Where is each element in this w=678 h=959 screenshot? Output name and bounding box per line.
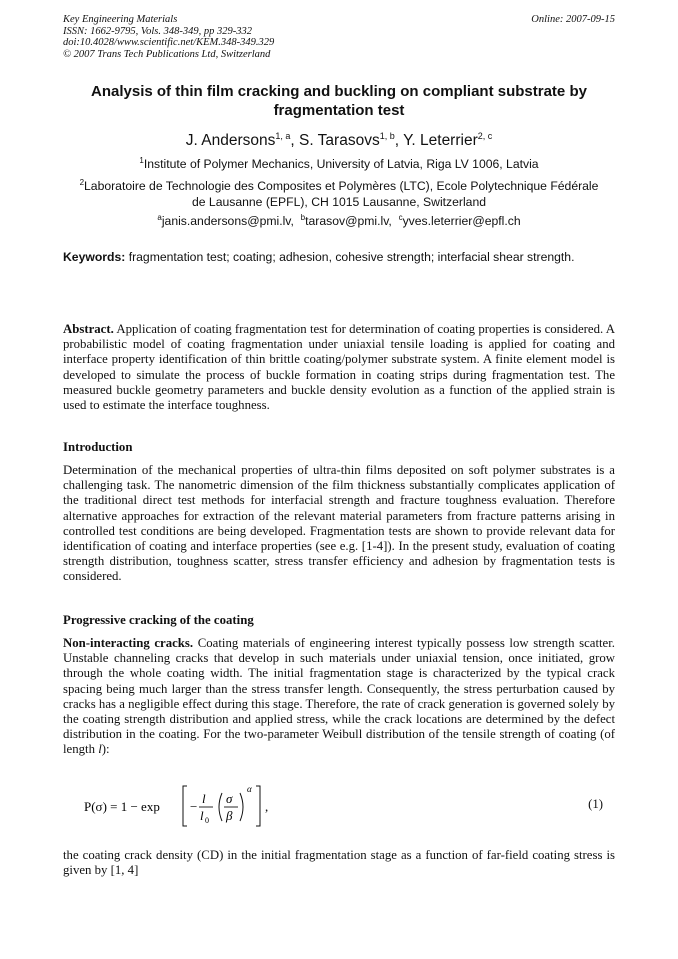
affiliation-text: de Lausanne (EPFL), CH 1015 Lausanne, Switzerland <box>191 194 487 209</box>
affiliation-1 <box>63 157 615 173</box>
right-paren <box>240 793 243 821</box>
beta-symbol: β <box>226 808 233 823</box>
weibull-equation <box>80 778 380 834</box>
journal-header <box>63 14 615 60</box>
email-address[interactable]: tarasov@pmi.lv <box>305 214 389 228</box>
journal-copyright: © 2007 Trans Tech Publications Ltd, Switzerland <box>63 48 271 60</box>
abstract <box>63 322 615 413</box>
author-name: J. Andersons <box>185 132 276 149</box>
non-interacting-cracks-label: Non-interacting cracks. <box>63 636 194 650</box>
affiliation-2 <box>63 179 615 210</box>
author-separator: , <box>394 132 404 149</box>
affiliation-text: Laboratoire de Technologie des Composites et Polymères (LTC), Ecole Polytechnique Fédérale <box>84 179 599 193</box>
affiliation-text: Institute of Polymer Mechanics, University of Latvia, Riga LV 1006, Latvia <box>143 157 539 171</box>
keywords <box>63 250 615 265</box>
subscript-zero: 0 <box>205 816 209 825</box>
left-bracket <box>183 786 187 826</box>
numerator-l: l <box>202 791 206 806</box>
author-list <box>63 131 615 151</box>
email-mark: c <box>398 212 403 222</box>
email-mark: b <box>300 212 306 222</box>
email-mark: a <box>157 212 162 222</box>
equation-number: (1) <box>588 797 603 811</box>
paragraph-text: Coating materials of engineering interest typically possess low strength scatter. Unstable channeling cracks that develop in such materials under uniaxial tension, once initiated, grow through the whole coating width. The initial fragmentation stage is characterized by the typical crack spacing being much larger than the stress transfer length. Consequently, the stress perturbation caused by cracks has a negligible effect during this stage. Therefore, the rate of crack generation is governed solely by the coating strength distribution and applied stress, while the crack locations are determined by the defect distribution in the coating. For the two-parameter Weibull distribution of the tensile strength of coating (of length <box>63 636 615 757</box>
sigma-symbol: σ <box>226 791 233 806</box>
paper-title: Analysis of thin film cracking and buckling on compliant substrate by fragmentation test <box>91 83 587 119</box>
author-name: Y. Leterrier <box>403 132 478 149</box>
email-address[interactable]: yves.leterrier@epfl.ch <box>402 214 521 228</box>
abstract-text: Application of coating fragmentation test for determination of coating properties is considered. A probabilistic model of coating fragmentation under uniaxial tensile loading is applied for coating and interface property identification of thin brittle coating/polymer substrate system. A finite element model is developed to simulate the process of buckle formation in coating strips during fragmentation test. The measured buckle geometry parameters and buckle density evolution as a function of the applied strain is used to estimate the interface toughness. <box>63 322 615 413</box>
author-separator: , <box>290 132 299 149</box>
closing-paragraph: the coating crack density (CD) in the initial fragmentation stage as a function of far-field coating stress is given by [1, 4] <box>63 848 615 878</box>
right-bracket <box>256 786 260 826</box>
denominator-l: l <box>200 808 204 823</box>
email-address[interactable]: janis.andersons@pmi.lv <box>161 214 291 228</box>
journal-issn: ISSN: 1662-9795, Vols. 348-349, pp 329-332 <box>63 25 252 37</box>
author-affiliation-mark: 2, c <box>477 130 493 141</box>
progressive-cracking-heading: Progressive cracking of the coating <box>63 613 254 627</box>
keywords-label: Keywords: <box>63 250 126 264</box>
author-name: S. Tarasovs <box>299 132 380 149</box>
affiliation-mark: 1 <box>139 155 144 165</box>
author-affiliation-mark: 1, b <box>379 130 395 141</box>
introduction-heading: Introduction <box>63 440 133 454</box>
journal-name: Key Engineering Materials <box>63 14 178 25</box>
non-interacting-cracks-paragraph <box>63 636 615 758</box>
minus-sign: − <box>190 799 198 814</box>
length-symbol: l <box>98 742 102 757</box>
equation-1 <box>80 778 615 834</box>
online-date: Online: 2007-09-15 <box>531 14 615 25</box>
keywords-text: fragmentation test; coating; adhesion, cohesive strength; interfacial shear strength. <box>125 250 575 264</box>
equation-lhs: P(σ) = 1 − exp <box>84 799 160 814</box>
journal-doi: doi:10.4028/www.scientific.net/KEM.348-349.329 <box>63 37 275 48</box>
paragraph-text: ): <box>101 742 110 757</box>
author-affiliation-mark: 1, a <box>275 130 291 141</box>
introduction-text: Determination of the mechanical properties of ultra-thin films deposited on soft polymer substrates is a challenging task. The nanometric dimension of the film thickness substantially complicates application of the traditional direct test methods for interfacial strength and fracture toughness evaluation. Therefore alternative approaches for extraction of the relevant material parameters from fracture patterns arising in controlled test conditions are being developed. Fragmentation tests are shown to provide relevant data for identification of coating and interface properties (see e.g. [1-4]). In the present study, evaluation of coating strength distribution, toughness scatter, stress transfer efficiency and adhesion by fragmentation tests is considered. <box>63 463 615 584</box>
left-paren <box>219 793 222 821</box>
alpha-exponent: α <box>247 784 252 794</box>
abstract-label: Abstract. <box>63 322 114 336</box>
author-emails: $^a$janis.andersons@pmi.lv, $^b$tarasov@pmi.lv, $^c$yves.leterrier@epfl.ch <box>157 212 521 228</box>
equation-comma: , <box>265 799 269 814</box>
affiliation-mark: 2 <box>79 177 85 187</box>
